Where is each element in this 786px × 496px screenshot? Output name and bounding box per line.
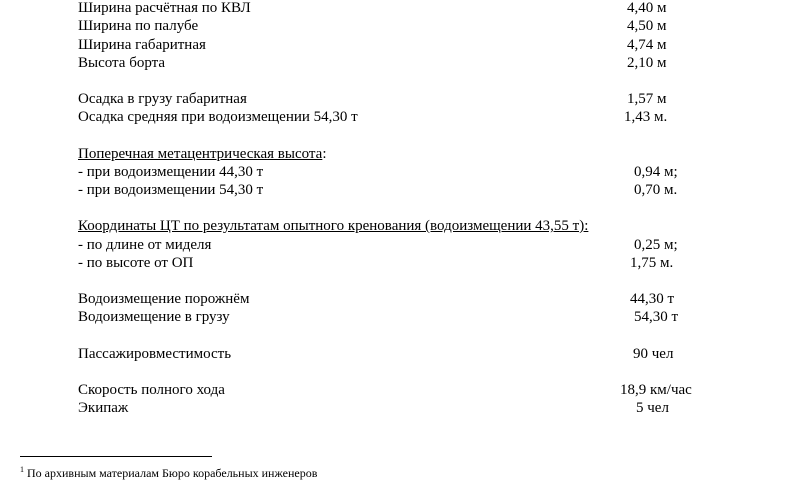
spec-label-crew: Экипаж <box>78 400 129 416</box>
spec-label-displacement-loaded: Водоизмещение в грузу <box>78 309 230 325</box>
spec-label-beam-deck: Ширина по палубе <box>78 18 199 34</box>
spec-label-gm-loaded: - при водоизмещении 54,30 т <box>78 182 264 198</box>
spec-label-cg-vertical: - по высоте от ОП <box>78 255 194 271</box>
spec-value-gm-light: 0,94 м; <box>634 164 678 180</box>
spec-label-beam-waterline: Ширина расчётная по КВЛ <box>78 0 251 16</box>
section-heading-metacentric-height-colon: : <box>322 146 327 162</box>
spec-label-draft-mean: Осадка средняя при водоизмещении 54,30 т <box>78 109 358 125</box>
spec-label-beam-overall: Ширина габаритная <box>78 37 206 53</box>
footnote-text: По архивным материалам Бюро корабельных инженеров <box>27 466 318 480</box>
spec-value-cg-longitudinal: 0,25 м; <box>634 237 678 253</box>
spec-value-full-speed: 18,9 км/час <box>620 382 692 398</box>
footnote-marker: 1 <box>20 465 24 474</box>
spec-label-gm-light: - при водоизмещении 44,30 т <box>78 164 264 180</box>
spec-value-cg-vertical: 1,75 м. <box>630 255 674 271</box>
spec-value-depth: 2,10 м <box>627 55 667 71</box>
spec-label-passenger-capacity: Пассажировместимость <box>78 346 232 362</box>
spec-label-full-speed: Скорость полного хода <box>78 382 225 398</box>
spec-value-draft-overall: 1,57 м <box>627 91 667 107</box>
spec-value-passenger-capacity: 90 чел <box>633 346 674 362</box>
spec-value-beam-deck: 4,50 м <box>627 18 667 34</box>
spec-label-depth: Высота борта <box>78 55 166 71</box>
spec-value-displacement-light: 44,30 т <box>630 291 675 307</box>
footnote <box>20 463 317 480</box>
spec-value-beam-overall: 4,74 м <box>627 37 667 53</box>
spec-label-displacement-light: Водоизмещение порожнём <box>78 291 250 307</box>
spec-label-draft-overall: Осадка в грузу габаритная <box>78 91 247 107</box>
spec-value-gm-loaded: 0,70 м. <box>634 182 678 198</box>
spec-value-draft-mean: 1,43 м. <box>624 109 668 125</box>
spec-value-beam-waterline: 4,40 м <box>627 0 667 16</box>
section-heading-metacentric-height-text: Поперечная метацентрическая высота <box>78 146 323 162</box>
section-heading-center-of-gravity: Координаты ЦТ по результатам опытного кренования (водоизмещении 43,55 т): <box>78 218 589 234</box>
spec-value-displacement-loaded: 54,30 т <box>634 309 679 325</box>
spec-value-crew: 5 чел <box>636 400 669 416</box>
footnote-divider <box>20 456 212 457</box>
section-heading-metacentric-height <box>78 145 327 163</box>
spec-label-cg-longitudinal: - по длине от миделя <box>78 237 212 253</box>
